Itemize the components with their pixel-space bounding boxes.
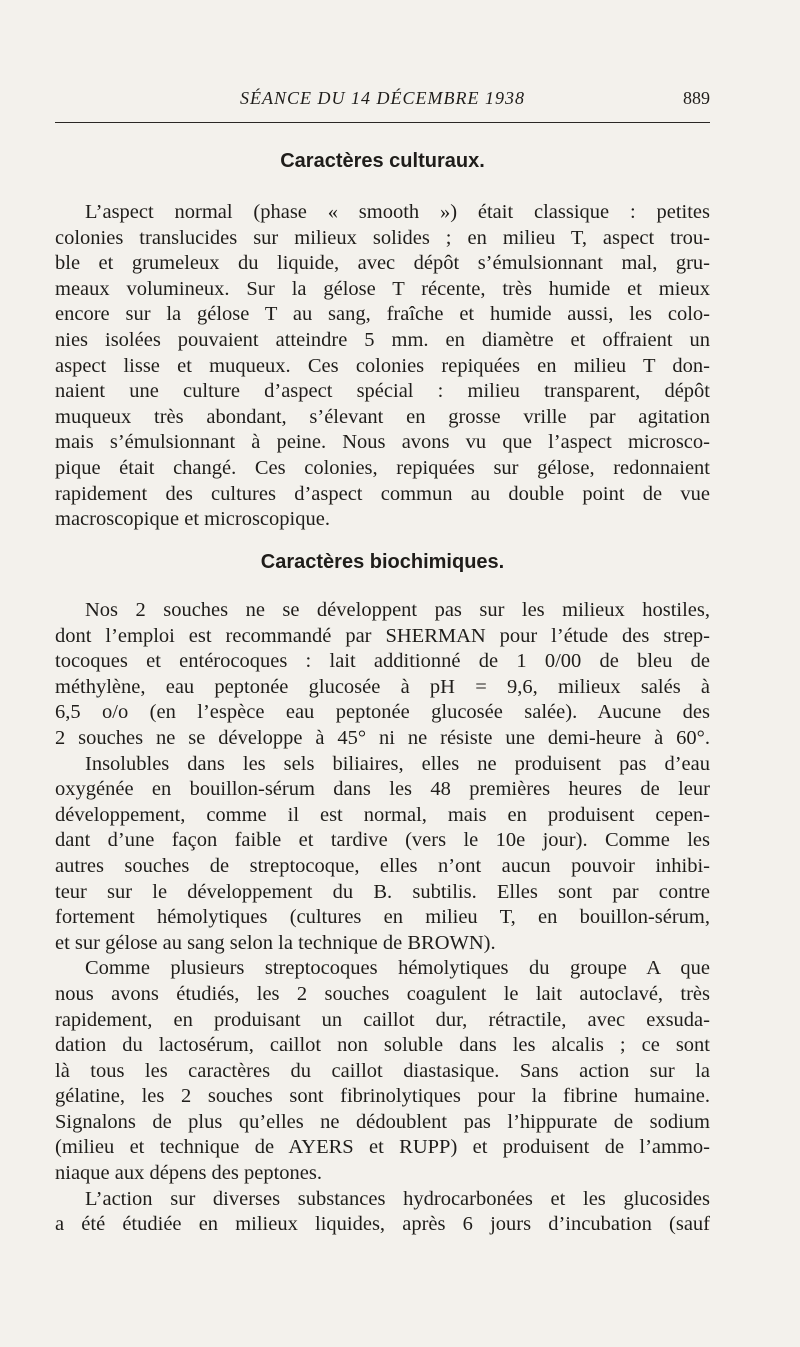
paragraph-biochemical bbox=[55, 598, 710, 1238]
text-line: autres souches de streptocoque, elles n’ont aucun pouvoir inhibi- bbox=[55, 854, 710, 877]
text-line: et sur gélose au sang selon la technique de BROWN). bbox=[55, 931, 496, 954]
text-line: L’aspect normal (phase « smooth ») était classique : petites bbox=[85, 201, 710, 223]
text-line: L’action sur diverses substances hydrocarbonées et les glucosides bbox=[85, 1187, 710, 1210]
text-line: 2 souches ne se développe à 45° ni ne résiste une demi-heure à 60°. bbox=[55, 726, 710, 749]
text-line: niaque aux dépens des peptones. bbox=[55, 1162, 322, 1185]
text-line: fortement hémolytiques (cultures en milieu T, en bouillon-sérum, bbox=[55, 906, 710, 929]
text-line: (milieu et technique de AYERS et RUPP) et produisent de l’ammo- bbox=[55, 1136, 710, 1159]
text-line: Comme plusieurs streptocoques hémolytiques du groupe A que bbox=[85, 957, 710, 980]
text-line: encore sur la gélose T au sang, fraîche et humide aussi, les colo- bbox=[55, 303, 710, 326]
text-line: Insolubles dans les sels biliaires, elles ne produisent pas d’eau bbox=[85, 752, 710, 775]
paragraph-cultural bbox=[55, 200, 710, 533]
text-line: muqueux très abondant, s’élevant en grosse vrille par agitation bbox=[55, 405, 710, 428]
text-line: là tous les caractères du caillot diastasique. Sans action sur la bbox=[55, 1059, 710, 1082]
text-line: dation du lactosérum, caillot non soluble dans les alcalis ; ce sont bbox=[55, 1034, 710, 1057]
text-line: tocoques et entérocoques : lait additionné de 1 0/00 de bleu de bbox=[55, 650, 710, 673]
text-line: ble et grumeleux du liquide, avec dépôt s’émulsionnant mal, gru- bbox=[55, 252, 710, 275]
text-line: dont l’emploi est recommandé par SHERMAN pour l’étude des strep- bbox=[55, 624, 710, 647]
text-line: macroscopique et microscopique. bbox=[55, 508, 330, 531]
text-line: 6,5 o/o (en l’espèce eau peptonée glucosée salée). Aucune des bbox=[55, 701, 710, 724]
text-line: gélatine, les 2 souches sont fibrinolytiques pour la fibrine humaine. bbox=[55, 1085, 710, 1108]
text-line: colonies translucides sur milieux solides ; en milieu T, aspect trou- bbox=[55, 226, 710, 249]
text-line: dant d’une façon faible et tardive (vers le 10e jour). Comme les bbox=[55, 829, 710, 852]
text-line: nous avons étudiés, les 2 souches coagulent le lait autoclavé, très bbox=[55, 982, 710, 1005]
text-line: meaux volumineux. Sur la gélose T récente, très humide et mieux bbox=[55, 277, 710, 300]
section-heading-cultural: Caractères culturaux. bbox=[280, 150, 485, 172]
text-line: aspect lisse et muqueux. Ces colonies repiquées en milieu T don- bbox=[55, 354, 710, 377]
text-line: méthylène, eau peptonée glucosée à pH = 9,6, milieux salés à bbox=[55, 675, 710, 698]
text-line: Signalons de plus qu’elles ne dédoublent pas l’hippurate de sodium bbox=[55, 1110, 710, 1133]
text-line: Nos 2 souches ne se développent pas sur les milieux hostiles, bbox=[85, 599, 710, 621]
text-line: mais s’émulsionnant à peine. Nous avons vu que l’aspect microsco- bbox=[55, 431, 710, 454]
text-line: a été étudiée en milieux liquides, après 6 jours d’incubation (sauf bbox=[55, 1213, 710, 1236]
text-line: développement, comme il est normal, mais en produisent cepen- bbox=[55, 803, 710, 826]
text-line: naient une culture d’aspect spécial : milieu transparent, dépôt bbox=[55, 380, 710, 403]
running-head bbox=[55, 88, 710, 118]
header-rule bbox=[55, 122, 710, 123]
text-line: teur sur le développement du B. subtilis. Elles sont par contre bbox=[55, 880, 710, 903]
text-line: pique était changé. Ces colonies, repiquées sur gélose, redonnaient bbox=[55, 456, 710, 479]
text-line: oxygénée en bouillon-sérum dans les 48 premières heures de leur bbox=[55, 778, 710, 801]
text-line: rapidement des cultures d’aspect commun au double point de vue bbox=[55, 482, 710, 505]
text-line: nies isolées pouvaient atteindre 5 mm. en diamètre et offraient un bbox=[55, 328, 710, 351]
section-heading-biochemical: Caractères biochimiques. bbox=[260, 551, 505, 573]
text-line: rapidement, en produisant un caillot dur, rétractile, avec exsuda- bbox=[55, 1008, 710, 1031]
page-number: 889 bbox=[683, 88, 710, 108]
running-head-title: SÉANCE DU 14 DÉCEMBRE 1938 bbox=[240, 88, 525, 108]
